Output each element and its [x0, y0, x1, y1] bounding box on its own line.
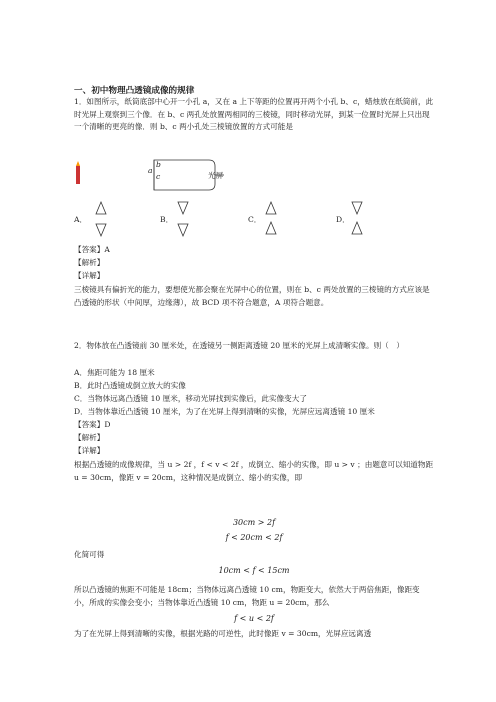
q2-explanation-1: 根据凸透镜的成像规律，当 u > 2f ，f < v < 2f ，成倒立、缩小的实像，即 u > v ；由题意可以知道物距 u = 30cm，像距 v = 20cm，这种情况是成倒立、缩小的实像，即: [74, 460, 434, 482]
prism-down-icon: [96, 224, 106, 236]
q2-option-d[interactable]: D．当物体靠近凸透镜 10 厘米，为了在光屏上得到清晰的实像，光屏应远离透镜 10 厘米: [74, 407, 375, 416]
label-a: a: [148, 166, 153, 175]
q2-option-c[interactable]: C．当物体远离凸透镜 10 厘米，移动光屏找到实像后，此实像变大了: [74, 394, 307, 403]
eq-4: f < u < 2f: [234, 614, 274, 623]
q2-option-a[interactable]: A．焦距可能为 18 厘米: [74, 368, 155, 377]
option-b[interactable]: B．: [160, 215, 174, 224]
candle-icon: [76, 166, 80, 184]
eq-1: 30cm > 2f: [232, 518, 276, 527]
prism-up-icon: [352, 222, 362, 234]
q2-detail: 【详解】: [74, 446, 105, 455]
option-a[interactable]: A．: [74, 215, 88, 224]
tube-outline: [154, 160, 215, 190]
simplify-label: 化简可得: [74, 550, 105, 559]
flame-icon: [76, 161, 80, 166]
prism-down-icon: [352, 202, 362, 214]
label-b: b: [156, 160, 161, 169]
q1-explanation: 三棱镜具有偏折光的能力，要想使光都会聚在光屏中心的位置，则在 b、c 两处放置的三棱镜的方式应该是凸透镜的形状（中间厚，边缘薄），故 BCD 项不符合题意，A 项符合题意。: [74, 285, 430, 307]
prism-down-icon: [178, 202, 188, 214]
q1-figure: [74, 158, 254, 198]
section-heading: 一、初中物理凸透镜成像的规律: [74, 86, 195, 96]
label-c: c: [156, 172, 161, 181]
eq-2: f < 20cm < 2f: [225, 533, 283, 542]
q2-explanation-2: 所以凸透镜的焦距不可能是 18cm；当物体远离凸透镜 10 cm，物距变大，依然大于两倍焦距，像距变小，所成的实像会变小；当物体靠近凸透镜 10 cm，物距 u = 20cm，那么: [74, 585, 420, 607]
q2-explanation-3: 为了在光屏上得到清晰的实像，根据光路的可逆性，此时像距 v = 30cm，光屏应远离透: [74, 629, 372, 638]
q1-analysis: 【解析】: [74, 258, 105, 267]
option-b-prisms: [176, 200, 190, 240]
q2-option-b[interactable]: B．此时凸透镜成倒立放大的实像: [74, 381, 186, 390]
q1-detail: 【详解】: [74, 271, 105, 280]
option-d-prisms: [350, 200, 364, 240]
q2-text: 2．物体放在凸透镜前 30 厘米处，在透镜另一侧距离透镜 20 厘米的光屏上成清晰实像。则（ ）: [74, 341, 404, 350]
q2-answer: 【答案】D: [74, 420, 111, 429]
option-d[interactable]: D．: [336, 215, 350, 224]
option-c-prisms: [264, 200, 278, 240]
prism-up-icon: [96, 202, 106, 214]
prism-up-icon: [266, 222, 276, 234]
eq-3: 10cm < f < 15cm: [218, 566, 290, 575]
prism-down-icon: [178, 224, 188, 236]
prism-up-icon: [266, 202, 276, 214]
option-c[interactable]: C．: [248, 215, 262, 224]
q2-analysis: 【解析】: [74, 433, 105, 442]
screen-label: 光屏: [208, 171, 224, 180]
q1-answer: 【答案】A: [74, 245, 110, 254]
q1-text: 1．如图所示，纸筒底部中心开一小孔 a，又在 a 上下等距的位置再开两个小孔 b、c，蜡烛放在纸筒前，此时光屏上观察到三个像．在 b、c 两孔处放置两相同的三棱镜，同时移动光屏，到某一位置时光屏上只出现一个清晰的更亮的像．则 b、c 两小孔处三棱镜放置的方式可能是: [74, 97, 434, 132]
option-a-prisms: [94, 200, 108, 240]
